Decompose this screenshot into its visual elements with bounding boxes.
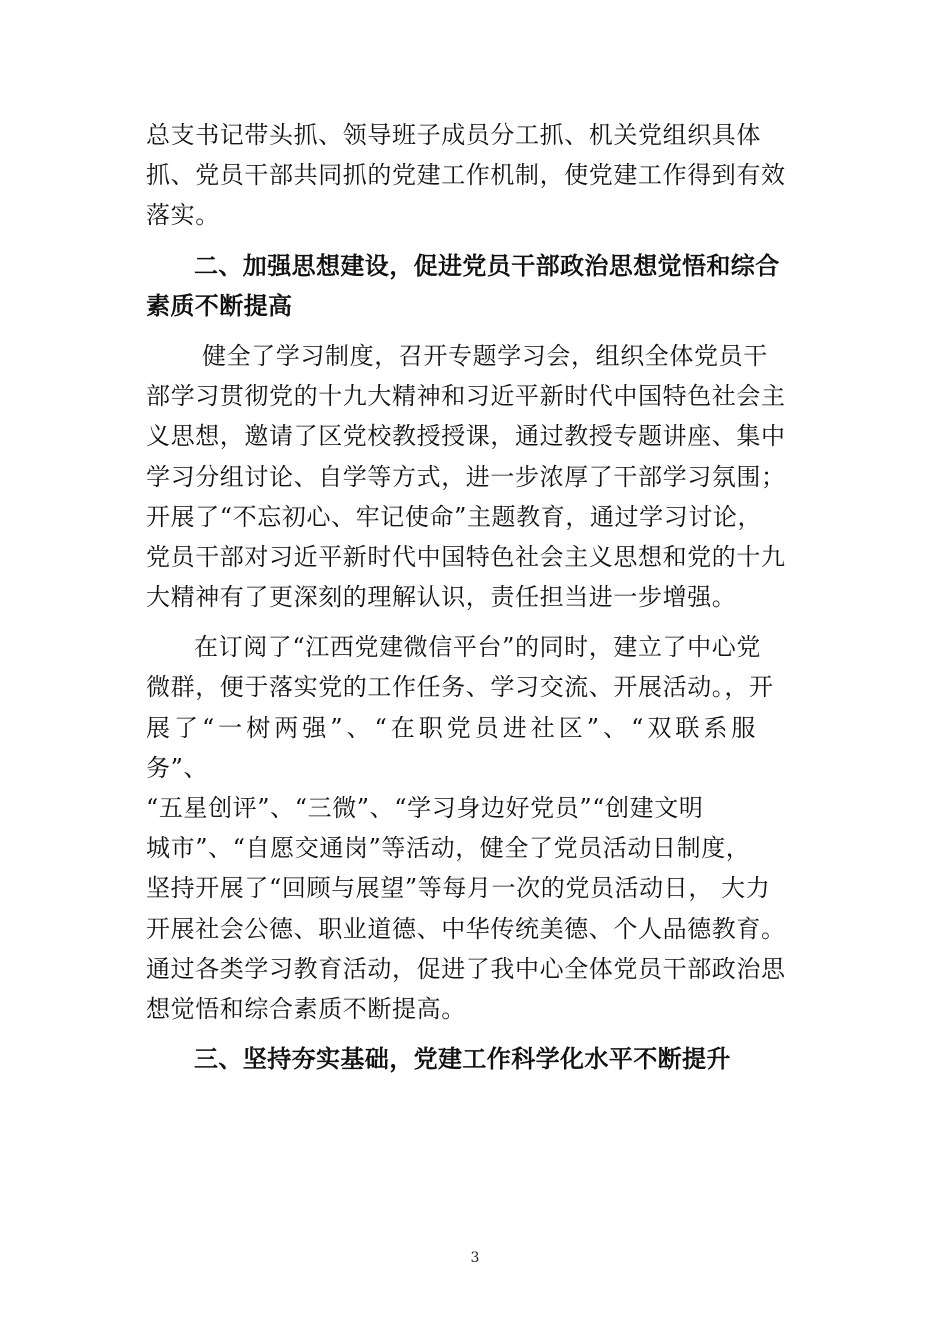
paragraph-line: 通过各类学习教育活动，促进了我中心全体党员干部政治思 [146,954,786,983]
paragraph-line: 落实。 [146,201,220,230]
paragraph-line: 展了“一树两强”、“在职党员进社区”、“双联系服 [146,713,760,742]
paragraph-line: 总支书记带头抓、领导班子成员分工抓、机关党组织具体 [146,121,761,149]
paragraph-line: 开展社会公德、职业道德、中华传统美德、个人品德教育。 [146,914,786,943]
paragraph-line: 城市”、“自愿交通岗”等活动，健全了党员活动日制度， [146,834,751,863]
paragraph-line: 大精神有了更深刻的理解认识，责任担当进一步增强。 [146,583,737,612]
paragraph-line: 开展了“不忘初心、牢记使命”主题教育，通过学习讨论， [146,502,763,531]
paragraph-line: 坚持开展了“回顾与展望”等每月一次的党员活动日， 大力 [146,874,771,903]
document-body [146,115,826,1079]
paragraph-line: 健全了学习制度，召开专题学习会，组织全体党员干 [202,341,768,370]
paragraph-line: 务”、 [146,753,209,782]
paragraph-line: 想觉悟和综合素质不断提高。 [146,994,466,1023]
paragraph-line: 学习分组讨论、自学等方式，进一步浓厚了干部学习氛围； [146,462,786,491]
paragraph-line: 部学习贯彻党的十九大精神和习近平新时代中国特色社会主 [146,382,786,411]
paragraph-line: 抓、党员干部共同抓的党建工作机制，使党建工作得到有效 [146,161,786,190]
section-heading-2: 二、加强思想建设，促进党员干部政治思想觉悟和综合 [194,251,780,280]
paragraph-line: 在订阅了“江西党建微信平台”的同时，建立了中心党 [194,633,761,662]
section-heading-3: 三、坚持夯实基础，党建工作科学化水平不断提升 [194,1045,731,1074]
paragraph-line: 义思想，邀请了区党校教授授课，通过教授专题讲座、集中 [146,422,786,451]
paragraph-line: 微群，便于落实党的工作任务、学习交流、开展活动。，开 [146,673,774,702]
paragraph-line: 党员干部对习近平新时代中国特色社会主义思想和党的十九 [146,542,786,571]
section-heading-2-continued: 素质不断提高 [146,291,293,320]
page-number: 3 [470,1250,480,1266]
paragraph-line: “五星创评”、“三微”、“学习身边好党员”“创建文明 [146,794,704,822]
